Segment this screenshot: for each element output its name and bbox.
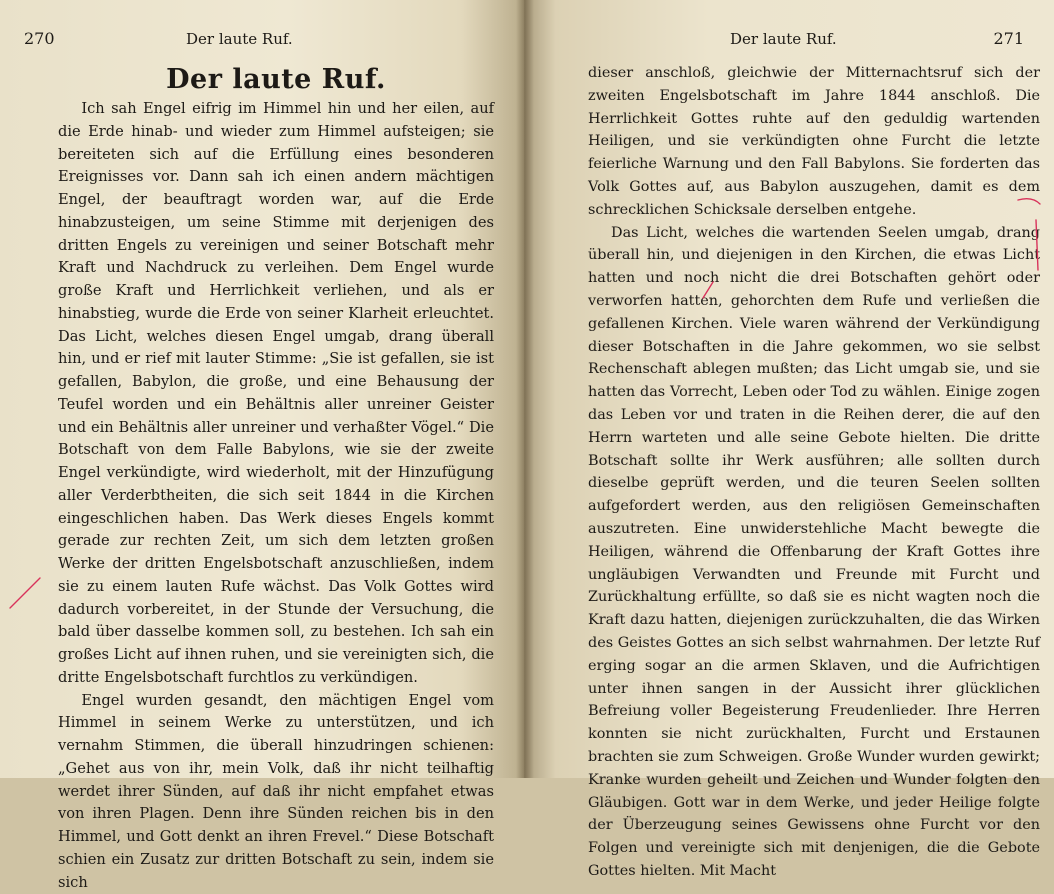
running-head-right bbox=[588, 28, 1040, 50]
pen-mark-left bbox=[0, 560, 60, 620]
paragraph: Das Licht, welches die wartenden Seelen umgab, drang überall hin, und diejenigen in den Kirchen, die etwas Licht hatten und noch nicht die drei Botschaften gehört oder verworfen hatten, gehorchten dem Rufe und verließen die gefallenen Kirchen. Viele waren während der Verkündigung dieser Botschaften in die Jahre gekommen, wo sie selbst Rechenschaft ablegen mußten; das Licht umgab sie, und sie hatten das Vorrecht, Leben oder Tod zu wählen. Einige zogen das Leben vor und traten in die Reihen derer, die auf den Herrn warteten und alle seine Gebote hielten. Die dritte Botschaft sollte ihr Werk ausführen; alle sollten durch dieselbe geprüft werden, und die teuren Seelen sollten aufgefordert werden, aus den religiösen Gemeinschaften auszutreten. Eine unwiderstehliche Macht bewegte die Heiligen, während die Offenbarung der Kraft Gottes ihre ungläubigen Verwandten und Freunde mit Furcht und Zurückhaltung erfüllte, so daß sie es nicht wagten noch die Kraft dazu hatten, diejenigen zurückzuhalten, die das Wirken des Geistes Gottes an sich selbst wahrnahmen. Der letzte Ruf erging sogar an die armen Sklaven, und die Aufrichtigen unter ihnen sangen in der Aussicht ihrer glücklichen Befreiung voller Begeisterung Freudenlieder. Ihre Herren konnten sie nicht zurückhalten, Furcht und Erstaunen brachten sie zum Schweigen. Große Wunder wurden gewirkt; Kranke wurden geheilt und Zeichen und Wunder folgten den Gläubigen. Gott war in dem Werke, und jeder Heilige folgte der Überzeugung seines Gewissens ohne Furcht vor den Folgen und vereinigte sich mit denjenigen, die die Gebote Gottes hielten. Mit Macht bbox=[588, 222, 1040, 883]
running-head-title-left: Der laute Ruf. bbox=[186, 28, 293, 50]
chapter-title: Der laute Ruf. bbox=[58, 64, 494, 96]
page-number-left: 270 bbox=[24, 28, 55, 50]
paragraph: dieser anschloß, gleichwie der Mitternachtsruf sich der zweiten Engelsbotschaft im Jahre 1844 anschloß. Die Herrlichkeit Gottes ruhte auf den geduldig wartenden Heiligen, und sie verkündigten ohne Furcht die letzte feierliche Warnung und den Fall Babylons. Sie forderten das Volk Gottes auf, aus Babylon auszugehen, damit es dem schrecklichen Schicksale derselben entgehe. bbox=[588, 62, 1040, 222]
paragraph: Engel wurden gesandt, den mächtigen Engel vom Himmel in seinem Werke zu unterstützen, und ich vernahm Stimmen, die überall hinzudringen schienen: „Gehet aus von ihr, mein Volk, daß ihr nicht teilhaftig werdet ihrer Sünden, auf daß ihr nicht empfahet etwas von ihren Plagen. Denn ihre Sünden reichen bis in den Himmel, und Gott denkt an ihren Frevel.“ Diese Botschaft schien ein Zusatz zur dritten Botschaft zu sein, indem sie sich bbox=[58, 690, 494, 894]
left-page bbox=[0, 0, 524, 778]
running-head-left bbox=[58, 28, 494, 50]
running-head-title-right: Der laute Ruf. bbox=[730, 28, 837, 50]
right-page bbox=[524, 0, 1054, 778]
paragraph: Ich sah Engel eifrig im Himmel hin und her eilen, auf die Erde hinab- und wieder zum Himmel aufsteigen; sie bereiteten sich auf die Erfüllung eines besonderen Ereignisses vor. Dann sah ich einen andern mächtigen Engel, der beauftragt worden war, auf die Erde hinabzusteigen, um seine Stimme mit derjenigen des dritten Engels zu vereinigen und seiner Botschaft mehr Kraft und Nachdruck zu verleihen. Dem Engel wurde große Kraft und Herrlichkeit verliehen, und als er hinabstieg, wurde die Erde von seiner Klarheit erleuchtet. Das Licht, welches diesen Engel umgab, drang überall hin, und er rief mit lauter Stimme: „Sie ist gefallen, sie ist gefallen, Babylon, die große, und eine Behausung der Teufel worden und ein Behältnis aller unreiner Geister und ein Behältnis aller unreiner und verhaßter Vögel.“ Die Botschaft von dem Falle Babylons, wie sie der zweite Engel verkündigte, wird wiederholt, mit der Hinzufügung aller Verderbtheiten, die sich seit 1844 in die Kirchen eingeschlichen haben. Das Werk dieses Engels kommt gerade zur rechten Zeit, um sich dem letzten großen Werke der dritten Engelsbotschaft anzuschließen, indem sie zu einem lauten Rufe wächst. Das Volk Gottes wird dadurch vorbereitet, in der Stunde der Versuchung, die bald über dasselbe kommen soll, zu bestehen. Ich sah ein großes Licht auf ihnen ruhen, und sie vereinigten sich, die dritte Engelsbotschaft furchtlos zu verkündigen. bbox=[58, 98, 494, 690]
page-number-right: 271 bbox=[993, 28, 1024, 50]
